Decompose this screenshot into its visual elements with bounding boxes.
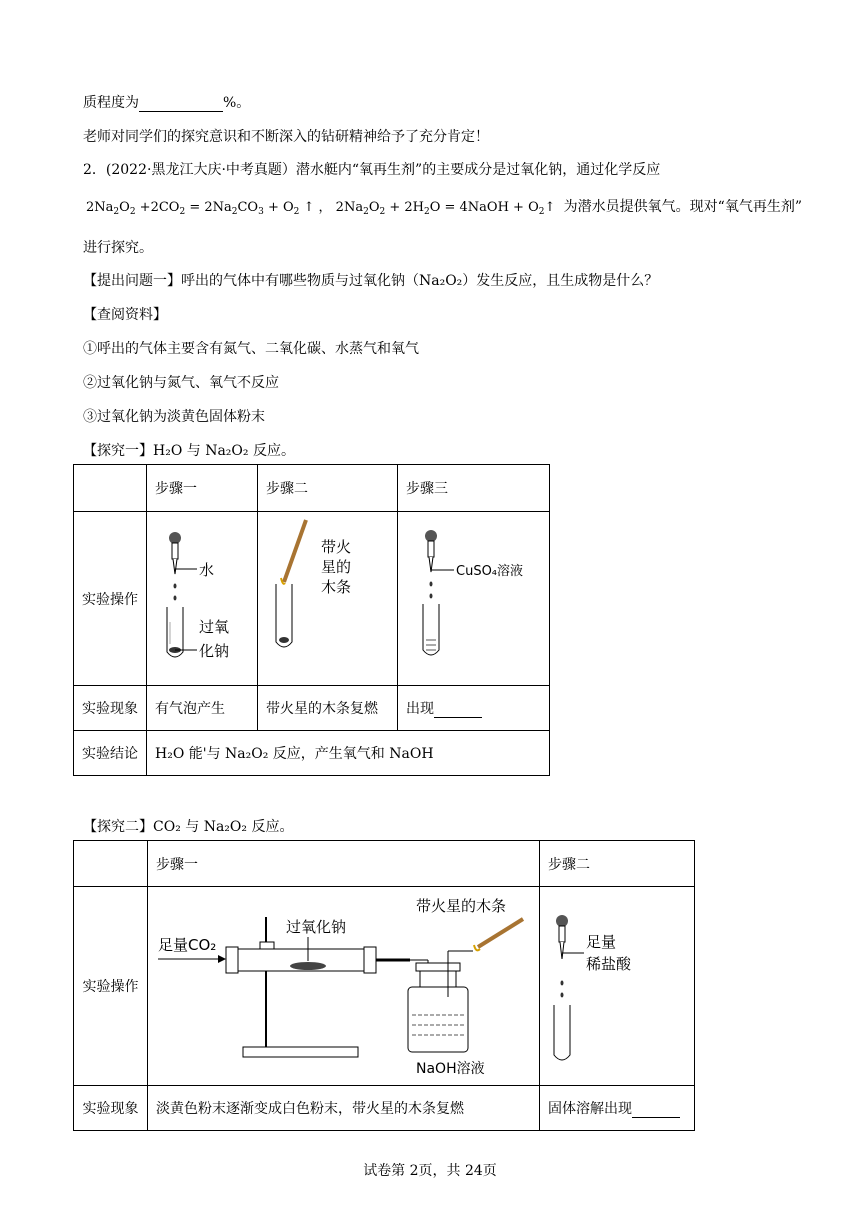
text-line-explore: 进行探究。 [83, 240, 153, 256]
phenomenon-2: 带火星的木条复燃 [258, 686, 398, 731]
diagram-hcl [540, 887, 694, 1081]
diagram-cuso4 [398, 512, 549, 681]
fact-2: ②过氧化钠与氮气、氧气不反应 [83, 375, 279, 391]
svg-text:足量CO₂: 足量CO₂ [158, 936, 217, 954]
svg-text:水: 水 [199, 561, 215, 579]
explore-2-title: 【探究二】CO₂ 与 Na₂O₂ 反应。 [83, 819, 294, 835]
page-footer: 试卷第 2页，共 24页 [363, 1163, 497, 1179]
explore-2-table [73, 840, 695, 1131]
answer-blank [139, 95, 223, 112]
step-1-header: 步骤一 [147, 465, 258, 512]
step-1-header: 步骤一 [148, 841, 540, 887]
step-3-header: 步骤三 [398, 465, 550, 512]
step-2-header: 步骤二 [258, 465, 398, 512]
svg-text:NaOH溶液: NaOH溶液 [416, 1061, 485, 1077]
phenomenon-1: 淡黄色粉末逐渐变成白色粉末，带火星的木条复燃 [148, 1086, 540, 1131]
diagram-co2-apparatus [148, 887, 539, 1081]
diagram-glowing-stick [258, 512, 397, 681]
row-label-operation: 实验操作 [74, 887, 148, 1086]
svg-text:木条: 木条 [321, 578, 352, 596]
explore-1-title: 【探究一】H₂O 与 Na₂O₂ 反应。 [83, 443, 295, 459]
fact-1: ①呼出的气体主要含有氮气、二氧化碳、水蒸气和氧气 [83, 341, 419, 357]
svg-text:足量: 足量 [586, 933, 617, 951]
row-label-phenomenon: 实验现象 [74, 1086, 148, 1131]
row-label-conclusion: 实验结论 [74, 731, 147, 776]
fact-3: ③过氧化钠为淡黄色固体粉末 [83, 409, 265, 425]
question-2-intro: 2．(2022·黑龙江大庆·中考真题）潜水艇内“氧再生剂”的主要成分是过氧化钠，通过化学反应 [83, 162, 661, 178]
phenomenon-3: 出现 [398, 686, 550, 731]
consult-heading: 【查阅资料】 [83, 307, 167, 323]
chemical-equation: $2Na_2O_2 +2CO_2 = 2Na_2CO_3 + O_2$ ↑ ， $2Na_2O_2 + 2H_2O$ = 4NaOH + $O_2↑$ 为潜水员提供氧气。现对“氧气再生剂” [86, 199, 802, 217]
row-label-phenomenon: 实验现象 [74, 686, 147, 731]
svg-text:过氧: 过氧 [199, 618, 230, 636]
text-line-1: 质程度为 %。 [83, 95, 251, 111]
conclusion-text: H₂O 能'与 Na₂O₂ 反应，产生氧气和 NaOH [147, 731, 550, 776]
svg-text:带火: 带火 [321, 538, 352, 556]
phenomenon-2: 固体溶解出现 [540, 1086, 695, 1131]
problem-1: 【提出问题一】呼出的气体中有哪些物质与过氧化钠（Na₂O₂）发生反应，且生成物是什么？ [83, 273, 659, 289]
row-label-operation: 实验操作 [74, 512, 147, 686]
svg-text:带火星的木条: 带火星的木条 [416, 897, 507, 915]
diagram-water-peroxide [147, 512, 257, 681]
svg-text:CuSO₄溶液: CuSO₄溶液 [456, 564, 524, 579]
step-2-header: 步骤二 [540, 841, 695, 887]
svg-text:过氧化钠: 过氧化钠 [286, 918, 347, 936]
svg-text:化钠: 化钠 [199, 642, 230, 660]
svg-text:星的: 星的 [321, 558, 352, 576]
phenomenon-1: 有气泡产生 [147, 686, 258, 731]
explore-1-table [73, 464, 550, 776]
svg-text:稀盐酸: 稀盐酸 [586, 955, 632, 973]
text-line-2: 老师对同学们的探究意识和不断深入的钻研精神给予了充分肯定！ [83, 129, 489, 145]
